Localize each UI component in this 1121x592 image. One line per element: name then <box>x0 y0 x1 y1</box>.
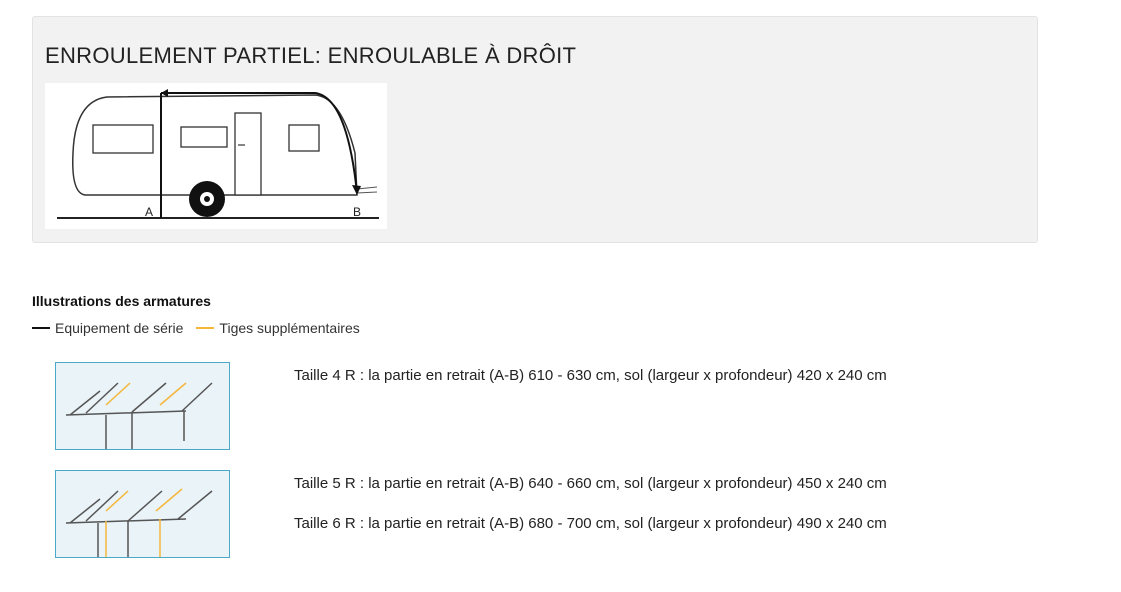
frame-illustration-5r-6r <box>55 470 230 558</box>
legend-extra-swatch <box>196 327 214 329</box>
point-b-label: B <box>353 205 362 219</box>
caravan-illustration <box>45 83 387 229</box>
frame-drawing <box>56 471 229 557</box>
frame-drawing <box>56 363 229 449</box>
caravan-diagram <box>45 83 387 229</box>
legend-extra-label: Tiges supplémentaires <box>219 320 360 336</box>
section-title: Illustrations des armatures <box>32 293 211 309</box>
awning-panel <box>32 16 1038 243</box>
frame-legend <box>32 320 360 336</box>
size-6r-text: Taille 6 R : la partie en retrait (A-B) 680 - 700 cm, sol (largeur x profondeur) 490 x 240 cm <box>294 515 887 532</box>
size-5r-text: Taille 5 R : la partie en retrait (A-B) 640 - 660 cm, sol (largeur x profondeur) 450 x 240 cm <box>294 475 887 492</box>
legend-standard-swatch <box>32 327 50 329</box>
point-a-label: A <box>145 205 154 219</box>
size-4r-text: Taille 4 R : la partie en retrait (A-B) 610 - 630 cm, sol (largeur x profondeur) 420 x 240 cm <box>294 367 887 384</box>
panel-title: ENROULEMENT PARTIEL: ENROULABLE À DRÔIT <box>45 43 577 68</box>
frame-illustration-4r <box>55 362 230 450</box>
legend-standard-label: Equipement de série <box>55 320 184 336</box>
